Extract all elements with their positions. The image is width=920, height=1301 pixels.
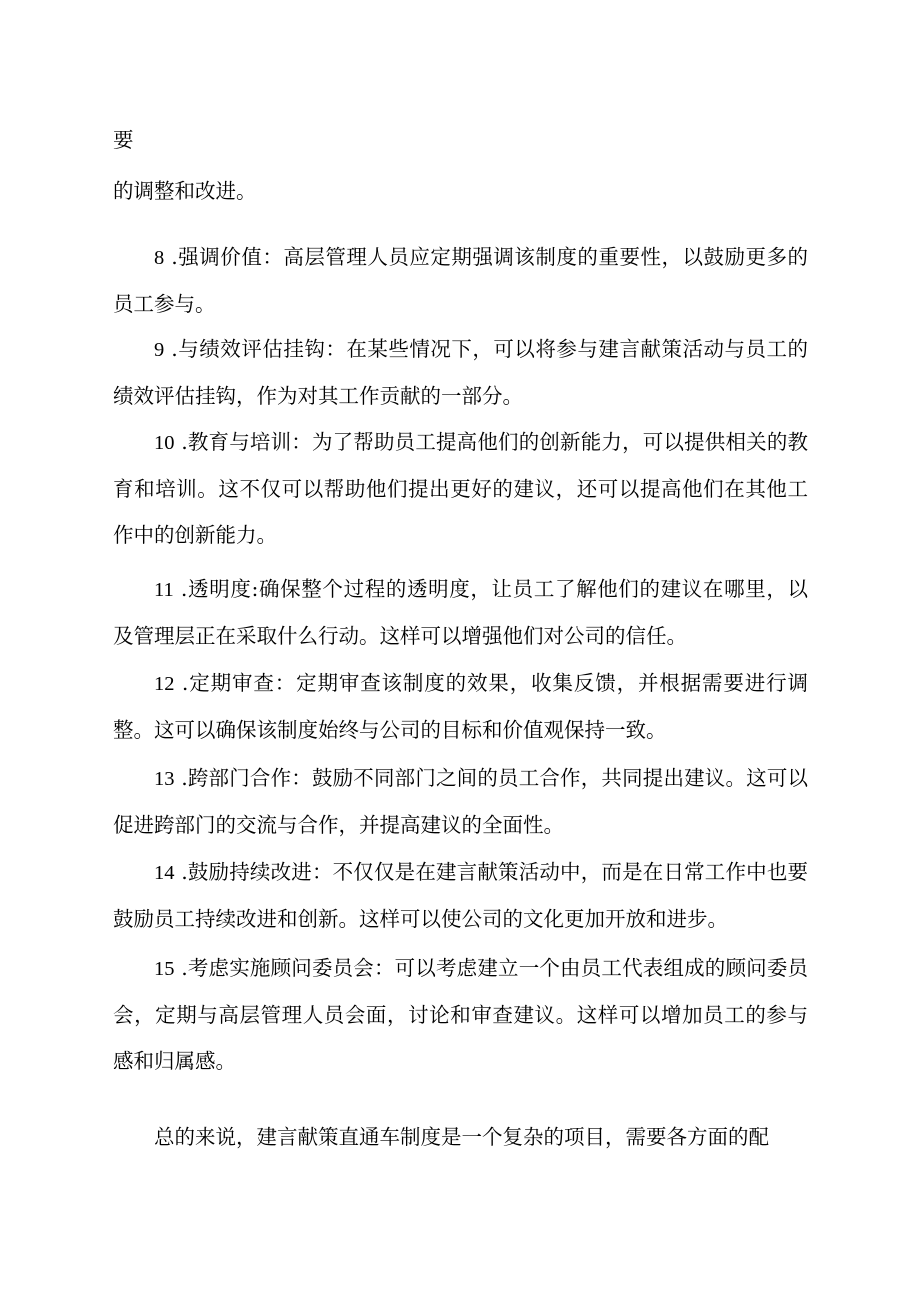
- paragraph-text: 的调整和改进。: [113, 179, 257, 203]
- paragraph-item-15: [113, 945, 808, 1084]
- paragraph-item-13: [113, 755, 808, 848]
- paragraph-item-9: [113, 326, 808, 419]
- paragraph-text: .教育与培训：为了帮助员工提高他们的创新能力，可以提供相关的教育和培训。这不仅可以帮助他们提出更好的建议，还可以提高他们在其他工作中的创新能力。: [113, 430, 808, 547]
- paragraph-text: .强调价值：高层管理人员应定期强调该制度的重要性，以鼓励更多的员工参与。: [113, 245, 808, 316]
- item-number: 12: [154, 673, 175, 695]
- paragraph-item-10: [113, 419, 808, 558]
- paragraph-text: .跨部门合作：鼓励不同部门之间的员工合作，共同提出建议。这可以促进跨部门的交流与合作，并提高建议的全面性。: [113, 766, 808, 837]
- item-number: 11: [154, 579, 174, 601]
- paragraph-text: .鼓励持续改进：不仅仅是在建言献策活动中，而是在日常工作中也要鼓励员工持续改进和创新。这样可以使公司的文化更加开放和进步。: [113, 860, 808, 931]
- paragraph-item-14: [113, 849, 808, 942]
- paragraph-item-11: [113, 566, 808, 659]
- paragraph-text: .与绩效评估挂钩：在某些情况下，可以将参与建言献策活动与员工的绩效评估挂钩，作为对其工作贡献的一部分。: [113, 337, 808, 408]
- paragraph-text: .定期审查：定期审查该制度的效果，收集反馈，并根据需要进行调整。这可以确保该制度始终与公司的目标和价值观保持一致。: [113, 671, 808, 742]
- paragraph-continuation: [113, 168, 808, 214]
- item-number: 14: [154, 862, 175, 884]
- paragraph-item-8: [113, 234, 808, 327]
- paragraph-text: .透明度:确保整个过程的透明度，让员工了解他们的建议在哪里，以及管理层正在采取什么行动。这样可以增强他们对公司的信任。: [113, 577, 808, 648]
- paragraph-text: 总的来说，建言献策直通车制度是一个复杂的项目，需要各方面的配: [154, 1125, 769, 1149]
- paragraph-text: 要: [113, 128, 134, 152]
- paragraph-item-12: [113, 660, 808, 753]
- item-number: 9: [154, 339, 165, 361]
- paragraph-summary: [113, 1114, 808, 1160]
- item-number: 8: [154, 247, 165, 269]
- item-number: 13: [154, 768, 175, 790]
- paragraph-fragment-top: [113, 117, 808, 163]
- item-number: 10: [154, 432, 175, 454]
- item-number: 15: [154, 958, 175, 980]
- paragraph-text: .考虑实施顾问委员会：可以考虑建立一个由员工代表组成的顾问委员会，定期与高层管理人员会面，讨论和审查建议。这样可以增加员工的参与感和归属感。: [113, 956, 808, 1073]
